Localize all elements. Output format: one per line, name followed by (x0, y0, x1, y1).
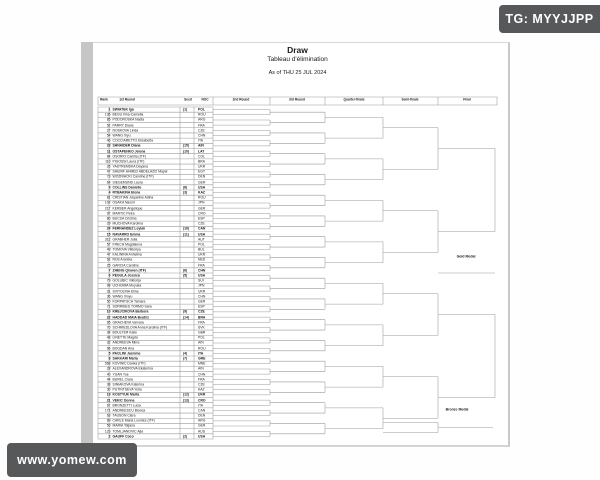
player-rk: 19 (106, 393, 111, 397)
draw-sheet-page (93, 42, 510, 447)
player-sd: (11) (183, 232, 189, 236)
player-nm: FRECH Magdalena (112, 242, 142, 247)
player-nm: TAUSON Clara (112, 413, 136, 418)
player-nm: SVITOLINA Elina (112, 289, 139, 293)
player-nm: ANDREEVA Mirra (112, 341, 140, 345)
player-nm: PARRY Diane (112, 123, 134, 127)
col-header-3rd-round: 3rd Round (289, 98, 305, 102)
player-nc: POL (198, 107, 205, 112)
player-sd: (4) (183, 351, 188, 356)
player-nm: SHERIF AHMED ABDELAZIZ Mayar (112, 170, 168, 174)
player-sd: (7) (183, 356, 188, 361)
player-nm: KALININA Anhelina (112, 253, 142, 257)
player-rk: 54 (106, 133, 111, 138)
player-nm: NOSKOVA Linda (112, 128, 139, 133)
player-nm: PUTINTSEVA Yulia (112, 387, 142, 392)
col-header-noc: NOC (201, 98, 209, 102)
player-nc: DEN (198, 175, 206, 179)
player-sd: (8) (183, 185, 188, 190)
player-sd: (14) (183, 315, 190, 319)
player-sd: (10) (183, 149, 190, 153)
player-nc: ITA (198, 138, 204, 143)
as-of-date: As of THU 25 JUL 2024 (268, 70, 327, 76)
player-rk: 64 (106, 180, 111, 184)
player-rk: 32 (106, 341, 111, 345)
player-nc: ESP (198, 304, 205, 309)
player-nm: MARTIC Petra (112, 211, 135, 216)
player-nm: WANG Xiyu (112, 133, 131, 138)
player-sd: (15) (183, 144, 190, 148)
player-nm: PODOROSKA Nadia (112, 118, 145, 122)
player-nc: GER (198, 299, 206, 304)
player-nm: COCCIARETTO Elisabetta (112, 138, 154, 143)
player-nc: ITA (198, 403, 204, 408)
telegram-watermark-badge (499, 5, 600, 33)
player-rk: 96 (106, 346, 111, 350)
player-rk: 15 (106, 232, 111, 236)
player-nc: AIN (198, 367, 204, 371)
player-nc: USA (198, 232, 206, 236)
player-sd: (1) (183, 107, 188, 112)
player-nc: CZE (198, 221, 205, 226)
player-nc: AIN (198, 144, 204, 148)
player-nm: KORPATSCH Tamara (112, 299, 146, 304)
bronze-medal-label: Bronze Medal (445, 408, 469, 412)
player-rk: 568 (104, 362, 111, 366)
player-rk: 1 (108, 107, 111, 112)
player-nc: MNE (198, 362, 206, 366)
player-nc: UKR (198, 164, 206, 169)
player-rk: 79 (106, 279, 111, 283)
player-nm: OSORIO Camila (ITF) (112, 154, 146, 159)
player-nm: BUREL Clara (112, 377, 133, 382)
player-rk: 85 (106, 118, 111, 122)
col-header-quarter-finals: Quarter-finals (343, 98, 365, 102)
player-rk: 5 (108, 351, 111, 356)
player-nc: KAZ (198, 190, 205, 195)
player-nm: BOULTER Katie (112, 330, 137, 335)
player-sd: (3) (183, 190, 188, 195)
player-nm: PIGOSSI Laura (ITF) (112, 159, 145, 164)
player-rk: 84 (106, 154, 111, 159)
player-nm: ZHENG Qinwen (ITF) (112, 268, 146, 273)
player-nc: CHN (198, 372, 206, 376)
player-nm: YUAN Yue (112, 372, 129, 376)
player-nc: ROU (198, 346, 206, 350)
player-nc: AUT (198, 237, 205, 242)
first-round-player-list (93, 43, 508, 445)
player-nm: COLLINS Danielle (112, 185, 142, 190)
player-nc: BRA (198, 315, 206, 319)
player-rk: 97 (106, 211, 111, 216)
player-nc: JPN (198, 201, 205, 205)
player-rk: 26 (106, 164, 111, 169)
player-nc: AUS (198, 429, 205, 433)
player-nc: ARG (198, 118, 206, 122)
player-nc: LAT (198, 149, 205, 153)
player-nm: GAUFF Coco (112, 434, 134, 439)
col-header-seed: Seed (184, 98, 192, 102)
player-nc: KAZ (198, 387, 205, 392)
player-nc: POL (198, 242, 205, 247)
col-header-semi-finals: Semi-finals (401, 98, 419, 102)
telegram-watermark-text: TG: MYYJJPP (505, 12, 594, 26)
player-nm: OSAKA Naomi (112, 201, 135, 205)
player-nc: USA (198, 434, 206, 439)
player-nm: MUCHOVA Karolina (112, 221, 143, 226)
player-nc: FRA (198, 377, 205, 382)
player-nc: CZE (198, 310, 205, 314)
player-nm: ANDREESCU Bianca (112, 408, 146, 413)
player-nm: SINIAKOVA Katerina (112, 382, 144, 387)
player-nc: UKR (198, 393, 206, 397)
player-nm: SIEGEMUND Laura (112, 180, 143, 184)
gold-medal-label: Gold Medal (456, 255, 476, 259)
player-nm: SORRIBES TORMO Sara (112, 304, 152, 309)
player-nc: DEN (198, 413, 206, 418)
player-rk: 7 (108, 268, 111, 273)
player-nm: NAVARRO Emma (112, 232, 141, 236)
player-nc: CHN (198, 294, 206, 299)
player-rk: 136 (104, 113, 111, 117)
player-rk: 62 (106, 258, 111, 262)
page-left-edge (81, 42, 93, 446)
player-nm: CRISTIAN Jaqueline Adina (112, 196, 154, 200)
player-nm: TOMOVA Viktoriya (112, 247, 141, 252)
player-rk: 57 (106, 242, 111, 247)
player-sd: (2) (183, 434, 188, 439)
player-nm: BUCSA Cristina (112, 216, 137, 221)
player-nm: ALEXANDROVA Ekaterina (112, 367, 153, 371)
player-nc: SUI (198, 279, 204, 283)
player-nm: GOLUBIC Viktorija (112, 279, 141, 283)
player-rk: 44 (106, 377, 111, 382)
player-rk: 40 (106, 372, 111, 376)
player-nm: KREJCIKOVA Barbora (112, 310, 149, 314)
player-nm: GRABHER Julia (112, 237, 138, 242)
player-nc: ROU (198, 196, 206, 200)
player-nc: CRO (198, 211, 206, 216)
player-rk: 30 (106, 387, 111, 392)
player-rk: 67 (106, 403, 111, 408)
player-nm: PEGULA Jessica (112, 273, 140, 278)
player-rk: 59 (106, 424, 111, 428)
player-nc: FRA (198, 123, 205, 127)
player-rk: 21 (106, 398, 111, 402)
player-nc: GRE (198, 356, 206, 361)
player-nc: SVK (198, 325, 205, 330)
player-rk: 9 (108, 185, 111, 190)
player-nm: FERNANDEZ Leylah (112, 227, 146, 231)
player-rk: 25 (106, 263, 111, 267)
player-nm: MARIA Tatjana (112, 424, 135, 428)
player-nm: BEGU Irina-Camelia (112, 113, 144, 117)
player-nc: BRA (198, 159, 205, 164)
player-nm: GARCIA Caroline (112, 263, 139, 267)
player-rk: 38 (106, 382, 111, 387)
player-rk: 50 (106, 299, 111, 304)
player-sd: (9) (183, 310, 188, 314)
player-nm: PAOLINI Jasmine (112, 351, 141, 356)
player-nc: CHN (198, 133, 206, 138)
player-nm: OSTAPENKO Jelena (112, 149, 146, 153)
player-nc: GBR (198, 330, 206, 335)
player-nm: BRONZETTI Lucia (112, 403, 141, 408)
player-nc: POL (198, 336, 205, 340)
player-nc: USA (198, 185, 206, 190)
player-nm: RYBAKINA Elena (112, 190, 141, 195)
player-nc: CZE (198, 382, 205, 387)
player-rk: 10 (106, 310, 111, 314)
player-rk: 98 (106, 284, 111, 288)
player-nc: FRA (198, 263, 205, 267)
player-nm: BOGDAN Ana (112, 346, 135, 350)
col-header-1st-round: 1st Round (119, 98, 135, 102)
player-nc: NED (198, 258, 206, 262)
player-rk: 73 (106, 175, 111, 179)
player-nc: FRA (198, 320, 205, 325)
player-sd: (6) (183, 268, 188, 273)
player-rk: 110 (105, 159, 111, 164)
player-rk: 34 (106, 330, 111, 335)
player-nm: KERBER Angelique (112, 206, 143, 210)
player-rk: 47 (106, 170, 111, 174)
player-rk: 6 (108, 273, 111, 278)
player-nm: KOVINIC Danka (ITF) (112, 362, 146, 366)
page-title: Draw (287, 45, 308, 55)
player-rk: 46 (106, 138, 111, 143)
player-nc: GER (198, 424, 206, 428)
player-nc: ARG (198, 419, 206, 423)
player-rk: 2 (108, 434, 111, 439)
page-subtitle: Tableau d'élimination (267, 56, 328, 63)
player-rk: 102 (104, 201, 111, 205)
player-nm: WOZNIACKI Caroline (ITF) (112, 175, 154, 179)
player-rk: 31 (106, 289, 111, 293)
player-rk: 89 (106, 419, 111, 423)
player-nc: UKR (198, 289, 206, 293)
player-nm: SWIATEK Iga (112, 107, 134, 112)
player-rk: 71 (106, 304, 111, 309)
player-nc: AIN (198, 341, 204, 345)
player-rk: 28 (106, 367, 111, 371)
player-rk: 47 (106, 253, 111, 257)
player-nc: ESP (198, 216, 205, 221)
player-rk: 70 (106, 325, 111, 330)
player-nc: CHN (198, 268, 206, 273)
player-nm: SAKKARI Maria (112, 356, 138, 361)
player-rk: 80 (106, 216, 111, 221)
player-nc: UKR (198, 253, 206, 257)
player-rk: 36 (106, 294, 111, 299)
player-nc: COL (198, 154, 205, 159)
player-nc: CRO (198, 398, 206, 402)
player-sd: (13) (183, 398, 190, 402)
player-nm: VEKIC Donna (112, 398, 135, 402)
player-nm: CARLE Maria Lourdes (ITF) (112, 419, 155, 423)
player-nm: SCHMIEDLOVA Anna Karolina (ITF) (112, 325, 168, 330)
player-nc: ROU (198, 113, 206, 117)
player-nc: ITA (198, 351, 204, 356)
player-nc: GER (198, 180, 206, 184)
col-header-final: Final (463, 98, 471, 102)
player-rk: 171 (104, 408, 111, 413)
player-nc: CAN (198, 227, 206, 231)
player-rk: 23 (106, 144, 111, 148)
player-nm: TOMLJANOVIC Ajla (112, 429, 144, 433)
draw-row (98, 434, 213, 439)
player-nc: CZE (198, 128, 205, 133)
player-rk: 8 (108, 356, 111, 361)
player-nc: GER (198, 206, 206, 210)
player-nc: USA (198, 273, 206, 278)
col-header-rank: Rank (100, 98, 108, 102)
player-nm: GRACHEVA Varvara (112, 320, 144, 325)
player-rk: 312 (104, 237, 111, 242)
player-sd: (16) (183, 227, 190, 231)
player-rk: 11 (106, 149, 111, 153)
player-rk: 63 (106, 413, 111, 418)
player-nm: WANG Xinyu (112, 294, 133, 299)
player-rk: 123 (104, 429, 111, 433)
player-rk: 48 (106, 336, 111, 340)
player-rk: 24 (106, 227, 111, 231)
player-nm: RUS Arantxa (112, 258, 133, 262)
player-sd: (5) (183, 273, 188, 278)
player-nm: UCHIJIMA Moyuka (112, 284, 142, 288)
player-nc: JPN (198, 284, 205, 288)
player-rk: 52 (106, 123, 111, 127)
player-rk: 27 (106, 128, 111, 133)
player-nm: YASTREMSKA Dayana (112, 164, 148, 169)
player-nm: HADDAD MAIA Beatriz (112, 315, 150, 319)
player-nc: BUL (198, 247, 205, 252)
player-nm: LINETTE Magda (112, 336, 138, 340)
player-nm: KOSTYUK Marta (112, 393, 140, 397)
player-rk: 81 (106, 196, 111, 200)
player-rk: 22 (106, 315, 111, 319)
player-rk: 217 (104, 206, 111, 210)
player-nc: CAN (198, 408, 206, 413)
player-rk: 4 (108, 190, 111, 195)
player-rk: 49 (106, 247, 111, 252)
player-rk: 65 (106, 320, 111, 325)
player-rk: 29 (106, 221, 111, 226)
player-nm: SHNAIDER Diana (112, 144, 141, 148)
website-watermark-badge (7, 443, 137, 477)
player-sd: (12) (183, 393, 190, 397)
col-header-2nd-round: 2nd Round (232, 98, 250, 102)
website-watermark-text: www.yomew.com (17, 453, 127, 467)
player-nc: EGY (198, 170, 206, 174)
